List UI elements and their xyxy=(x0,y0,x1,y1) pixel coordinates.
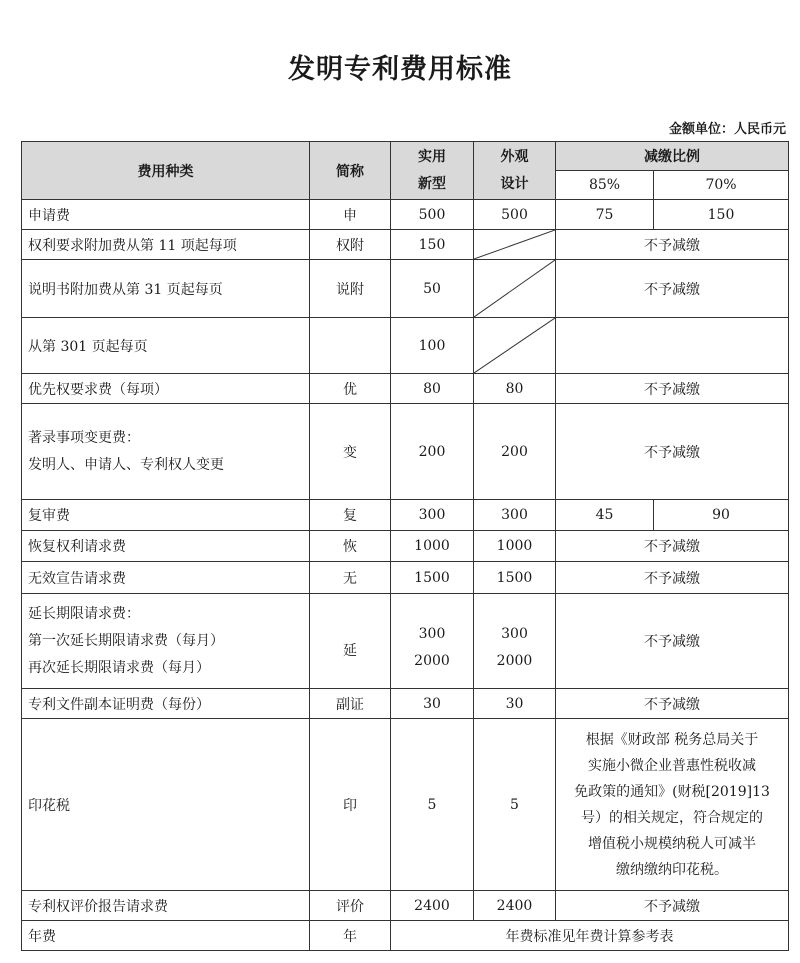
design-fee: 1000 xyxy=(474,531,556,562)
diagonal-slash-icon xyxy=(474,260,555,317)
utility-fee: 5 xyxy=(391,719,474,891)
fee-name: 年费 xyxy=(22,921,310,951)
design-fee: 200 xyxy=(474,404,556,500)
table-row xyxy=(22,891,789,921)
reduced-85: 45 xyxy=(556,500,654,531)
utility-fee: 50 xyxy=(391,260,474,318)
table-row xyxy=(22,689,789,719)
fee-abbr: 复 xyxy=(310,500,391,531)
fee-name: 申请费 xyxy=(22,200,310,230)
header-category: 费用种类 xyxy=(22,142,310,200)
fee-name: 从第 301 页起每页 xyxy=(22,318,310,374)
not-applicable-cell xyxy=(474,260,556,318)
reduction-note: 不予减缴 xyxy=(556,230,789,260)
fee-name-line2: 第一次延长期限请求费（每月） xyxy=(28,632,224,649)
note-line: 号）的相关规定，符合规定的 xyxy=(581,809,763,826)
note-line: 增值税小规模纳税人可减半 xyxy=(588,835,756,852)
table-row xyxy=(22,374,789,404)
reduction-note xyxy=(556,318,789,374)
utility-fee: 30 xyxy=(391,689,474,719)
fee-name: 专利文件副本证明费（每份） xyxy=(22,689,310,719)
reduced-70: 150 xyxy=(654,200,789,230)
note-line: 根据《财政部 税务总局关于 xyxy=(585,731,759,748)
header-utility xyxy=(391,142,474,200)
utility-fee: 1500 xyxy=(391,562,474,594)
utility-fee: 150 xyxy=(391,230,474,260)
utility-fee-again: 2000 xyxy=(414,653,450,669)
design-fee: 300 xyxy=(474,500,556,531)
utility-fee-first: 300 xyxy=(418,626,446,642)
table-row xyxy=(22,200,789,230)
table-row xyxy=(22,260,789,318)
header-design-line1: 外观 xyxy=(500,148,529,165)
reduction-note: 不予减缴 xyxy=(556,689,789,719)
fee-name: 印花税 xyxy=(22,719,310,891)
currency-unit-label: 金额单位：人民币元 xyxy=(668,122,786,137)
fee-abbr: 延 xyxy=(310,594,391,689)
reduction-note: 不予减缴 xyxy=(556,891,789,921)
fee-name: 专利权评价报告请求费 xyxy=(22,891,310,921)
note-line: 免政策的通知》(财税[2019]13 xyxy=(574,783,770,800)
utility-fee: 200 xyxy=(391,404,474,500)
table-row xyxy=(22,500,789,531)
not-applicable-cell xyxy=(474,230,556,260)
table-row xyxy=(22,921,789,951)
fee-name-line2: 发明人、申请人、专利权人变更 xyxy=(28,456,224,473)
fee-abbr: 变 xyxy=(310,404,391,500)
table-row xyxy=(22,594,789,689)
fee-name xyxy=(22,404,310,500)
fee-abbr: 印 xyxy=(310,719,391,891)
fee-name-line1: 著录事项变更费： xyxy=(28,429,140,446)
design-fee: 1500 xyxy=(474,562,556,594)
utility-fee: 2400 xyxy=(391,891,474,921)
table-row xyxy=(22,318,789,374)
fee-table xyxy=(21,141,789,951)
fee-abbr: 申 xyxy=(310,200,391,230)
fee-name: 说明书附加费从第 31 页起每页 xyxy=(22,260,310,318)
table-row xyxy=(22,230,789,260)
header-utility-line2: 新型 xyxy=(418,175,446,192)
reduction-note: 不予减缴 xyxy=(556,260,789,318)
fee-abbr: 恢 xyxy=(310,531,391,562)
fee-abbr: 权附 xyxy=(310,230,391,260)
fee-name xyxy=(22,594,310,689)
design-fee xyxy=(474,594,556,689)
header-utility-line1: 实用 xyxy=(418,148,446,165)
design-fee: 5 xyxy=(474,719,556,891)
table-row xyxy=(22,562,789,594)
fee-name: 恢复权利请求费 xyxy=(22,531,310,562)
fee-abbr: 评价 xyxy=(310,891,391,921)
fee-abbr xyxy=(310,318,391,374)
fee-name: 无效宣告请求费 xyxy=(22,562,310,594)
design-fee: 30 xyxy=(474,689,556,719)
fee-name: 权利要求附加费从第 11 项起每项 xyxy=(22,230,310,260)
fee-name: 复审费 xyxy=(22,500,310,531)
utility-fee: 300 xyxy=(391,500,474,531)
page-title: 发明专利费用标准 xyxy=(288,54,512,85)
table-row xyxy=(22,404,789,500)
utility-fee xyxy=(391,594,474,689)
reduced-85: 75 xyxy=(556,200,654,230)
fee-abbr: 年 xyxy=(310,921,391,951)
fee-abbr: 副证 xyxy=(310,689,391,719)
table-header-row xyxy=(22,142,789,171)
fee-abbr: 说附 xyxy=(310,260,391,318)
header-pct-70: 70% xyxy=(654,171,789,200)
header-reduction: 减缴比例 xyxy=(556,142,789,171)
annual-fee-note: 年费标准见年费计算参考表 xyxy=(391,921,789,951)
reduction-note: 不予减缴 xyxy=(556,562,789,594)
fee-abbr: 无 xyxy=(310,562,391,594)
table-row xyxy=(22,719,789,891)
fee-name-line3: 再次延长期限请求费（每月） xyxy=(28,659,210,676)
design-fee-first: 300 xyxy=(501,626,528,642)
header-pct-85: 85% xyxy=(556,171,654,200)
table-row xyxy=(22,531,789,562)
diagonal-slash-icon xyxy=(474,318,555,373)
reduction-note: 不予减缴 xyxy=(556,404,789,500)
header-design-line2: 设计 xyxy=(500,175,529,192)
design-fee: 80 xyxy=(474,374,556,404)
reduced-70: 90 xyxy=(654,500,789,531)
utility-fee: 100 xyxy=(391,318,474,374)
reduction-note: 不予减缴 xyxy=(556,531,789,562)
fee-abbr: 优 xyxy=(310,374,391,404)
not-applicable-cell xyxy=(474,318,556,374)
note-line: 缴纳缴纳印花税。 xyxy=(616,861,728,878)
reduction-note: 不予减缴 xyxy=(556,374,789,404)
diagonal-slash-icon xyxy=(474,230,555,259)
header-abbr: 简称 xyxy=(310,142,391,200)
design-fee: 500 xyxy=(474,200,556,230)
design-fee-again: 2000 xyxy=(496,653,533,669)
note-line: 实施小微企业普惠性税收减 xyxy=(588,757,756,774)
utility-fee: 80 xyxy=(391,374,474,404)
header-design xyxy=(474,142,556,200)
fee-name: 优先权要求费（每项） xyxy=(22,374,310,404)
stamp-tax-note xyxy=(556,719,789,891)
fee-name-line1: 延长期限请求费： xyxy=(28,605,140,622)
reduction-note: 不予减缴 xyxy=(556,594,789,689)
design-fee: 2400 xyxy=(474,891,556,921)
utility-fee: 1000 xyxy=(391,531,474,562)
utility-fee: 500 xyxy=(391,200,474,230)
